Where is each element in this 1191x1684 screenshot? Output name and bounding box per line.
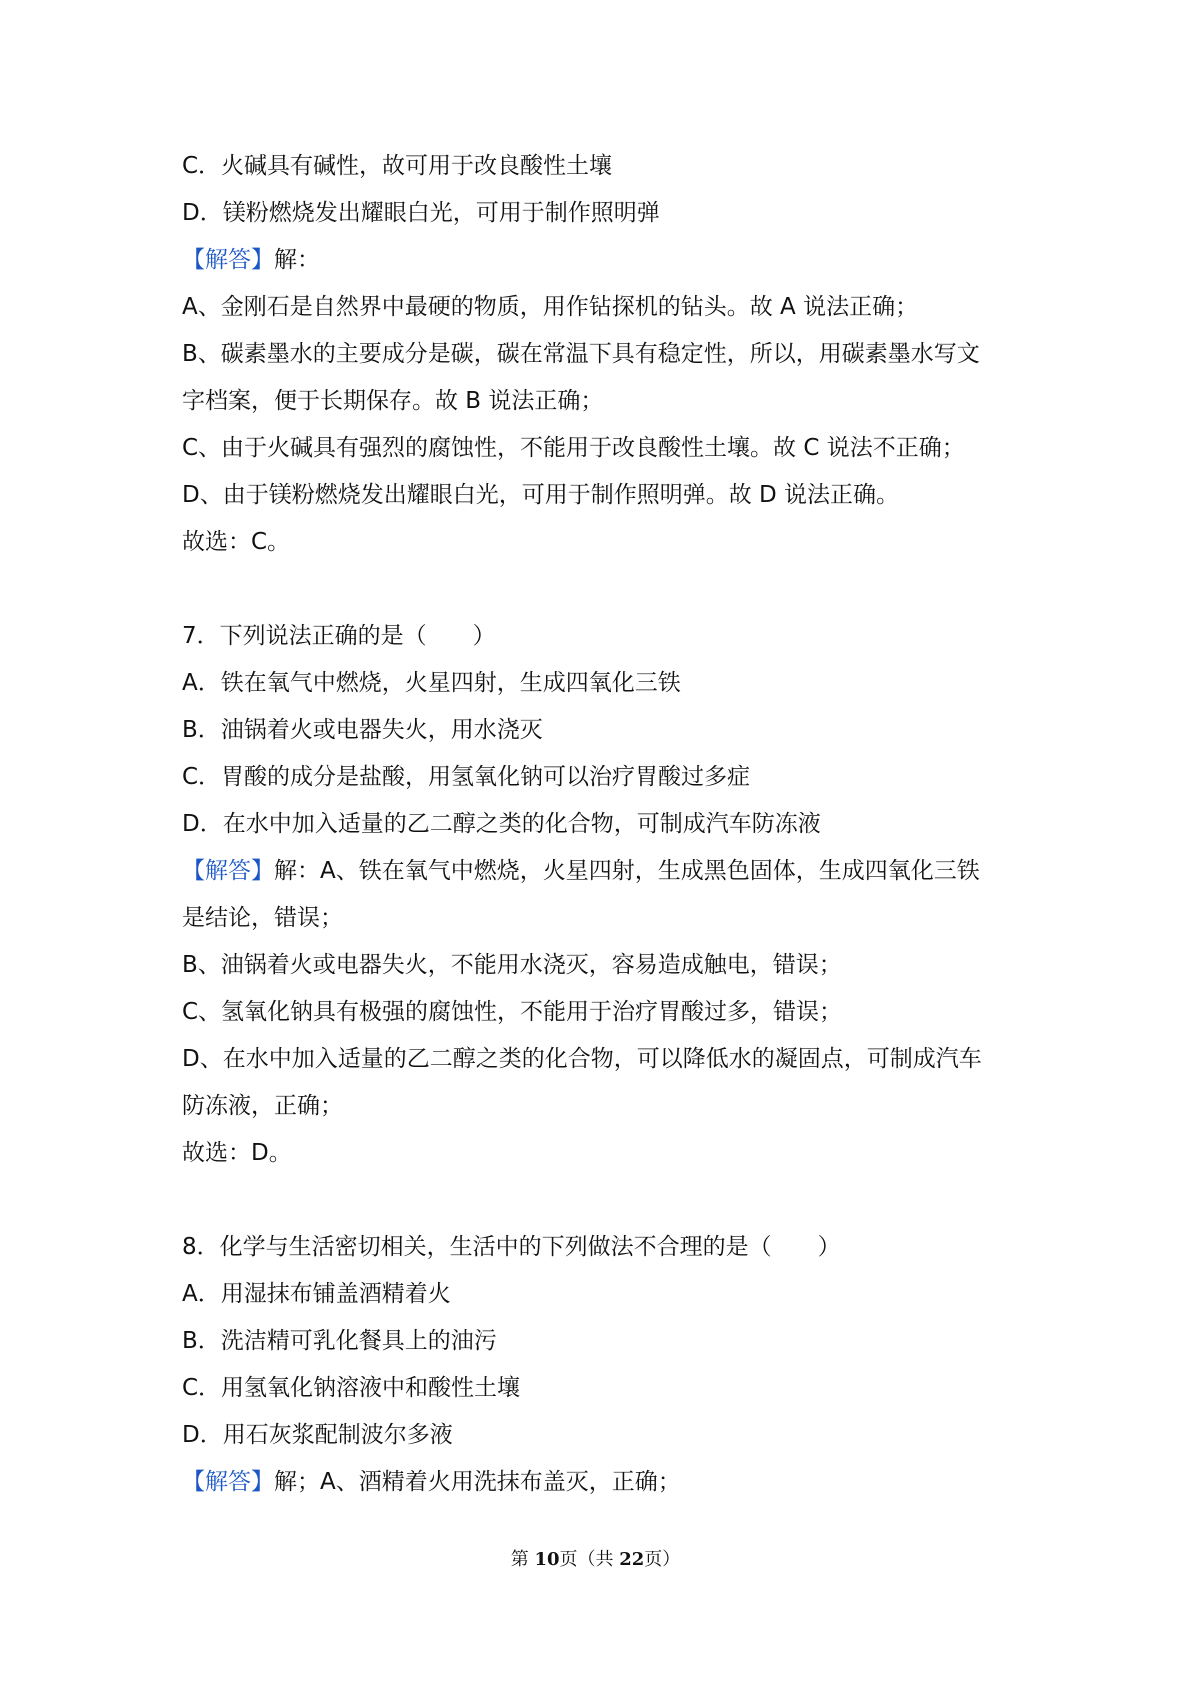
text-line <box>182 801 1022 848</box>
text-line <box>182 378 1022 425</box>
text-line <box>182 1318 1022 1365</box>
line-text: B、油锅着火或电器失火，不能用水浇灭，容易造成触电，错误； <box>182 952 842 978</box>
line-text: 解： <box>274 247 320 273</box>
text-line <box>182 660 1022 707</box>
line-text: 是结论，错误； <box>182 905 343 931</box>
text-line <box>182 1412 1022 1459</box>
text-line <box>182 190 1022 237</box>
line-text: 解：A、铁在氧气中燃烧，火星四射，生成黑色固体，生成四氧化三铁 <box>274 858 980 884</box>
text-line <box>182 1083 1022 1130</box>
line-text: D．在水中加入适量的乙二醇之类的化合物，可制成汽车防冻液 <box>182 811 821 837</box>
line-text: A．铁在氧气中燃烧，火星四射，生成四氧化三铁 <box>182 670 681 696</box>
line-text: 防冻液，正确； <box>182 1093 343 1119</box>
document-body <box>182 143 1022 1506</box>
line-text: 7．下列说法正确的是（ ） <box>182 623 496 649</box>
text-line <box>182 1365 1022 1412</box>
line-text: C、氢氧化钠具有极强的腐蚀性，不能用于治疗胃酸过多，错误； <box>182 999 843 1025</box>
text-line <box>182 472 1022 519</box>
footer-page-number: 10 <box>534 1549 560 1570</box>
footer-suffix: 页） <box>644 1549 681 1570</box>
text-line <box>182 1224 1022 1271</box>
footer-middle: 页（共 <box>559 1549 620 1570</box>
text-line <box>182 143 1022 190</box>
page-footer <box>0 1545 1191 1571</box>
text-line <box>182 707 1022 754</box>
text-line <box>182 1036 1022 1083</box>
text-line <box>182 519 1022 566</box>
text-line <box>182 989 1022 1036</box>
line-text: B．洗洁精可乳化餐具上的油污 <box>182 1328 497 1354</box>
text-line <box>182 284 1022 331</box>
text-line <box>182 1271 1022 1318</box>
line-text: C、由于火碱具有强烈的腐蚀性，不能用于改良酸性土壤。故 C 说法不正确； <box>182 435 965 461</box>
text-line <box>182 613 1022 660</box>
text-line <box>182 754 1022 801</box>
line-text: C．胃酸的成分是盐酸，用氢氧化钠可以治疗胃酸过多症 <box>182 764 751 790</box>
line-text: C．用氢氧化钠溶液中和酸性土壤 <box>182 1375 521 1401</box>
footer-total-pages: 22 <box>619 1549 645 1570</box>
text-line <box>182 942 1022 989</box>
text-line <box>182 1130 1022 1177</box>
text-line <box>182 425 1022 472</box>
answer-tag: 【解答】 <box>182 247 274 273</box>
text-line <box>182 237 1022 284</box>
answer-tag: 【解答】 <box>182 1469 274 1495</box>
text-line <box>182 848 1022 895</box>
line-text: 解；A、酒精着火用洗抹布盖灭，正确； <box>274 1469 681 1495</box>
line-text: 故选：D。 <box>182 1140 292 1166</box>
line-text: 故选：C。 <box>182 529 291 555</box>
text-line <box>182 1459 1022 1506</box>
line-text: 字档案，便于长期保存。故 B 说法正确； <box>182 388 604 414</box>
line-text: A．用湿抹布铺盖酒精着火 <box>182 1281 451 1307</box>
line-text: D、在水中加入适量的乙二醇之类的化合物，可以降低水的凝固点，可制成汽车 <box>182 1046 982 1072</box>
paragraph-gap <box>182 1177 1022 1224</box>
line-text: D．用石灰浆配制波尔多液 <box>182 1422 453 1448</box>
line-text: B、碳素墨水的主要成分是碳，碳在常温下具有稳定性，所以，用碳素墨水写文 <box>182 341 980 367</box>
line-text: C．火碱具有碱性，故可用于改良酸性土壤 <box>182 153 613 179</box>
paragraph-gap <box>182 566 1022 613</box>
text-line <box>182 895 1022 942</box>
line-text: 8．化学与生活密切相关，生活中的下列做法不合理的是（ ） <box>182 1234 841 1260</box>
line-text: D．镁粉燃烧发出耀眼白光，可用于制作照明弹 <box>182 200 660 226</box>
line-text: B．油锅着火或电器失火，用水浇灭 <box>182 717 543 743</box>
text-line <box>182 331 1022 378</box>
line-text: D、由于镁粉燃烧发出耀眼白光，可用于制作照明弹。故 D 说法正确。 <box>182 482 900 508</box>
line-text: A、金刚石是自然界中最硬的物质，用作钻探机的钻头。故 A 说法正确； <box>182 294 919 320</box>
answer-tag: 【解答】 <box>182 858 274 884</box>
footer-prefix: 第 <box>510 1549 535 1570</box>
